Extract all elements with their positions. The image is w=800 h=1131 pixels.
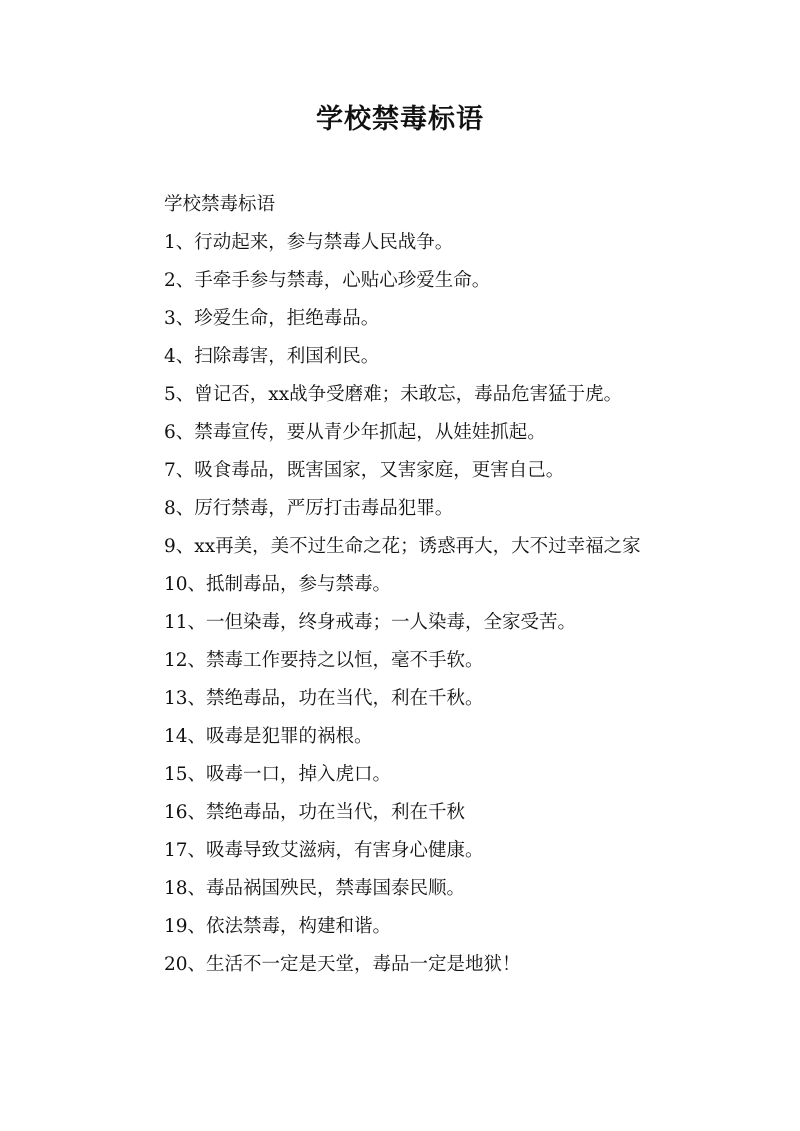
- slogan-item: 1、行动起来，参与禁毒人民战争。: [164, 232, 454, 253]
- slogan-item: 20、生活不一定是天堂，毒品一定是地狱！: [164, 954, 521, 975]
- slogan-item: 14、吸毒是犯罪的祸根。: [164, 726, 373, 747]
- slogan-item: 12、禁毒工作要持之以恒，毫不手软。: [164, 650, 484, 671]
- slogan-item: 15、吸毒一口，掉入虎口。: [164, 764, 392, 785]
- slogan-item: 16、禁绝毒品，功在当代，利在千秋: [164, 802, 466, 823]
- slogan-item: 13、禁绝毒品，功在当代，利在千秋。: [164, 688, 484, 709]
- slogan-item: 3、珍爱生命，拒绝毒品。: [164, 308, 380, 329]
- slogan-item: 4、扫除毒害，利国利民。: [164, 346, 380, 367]
- document-title: 学校禁毒标语: [316, 104, 484, 135]
- slogan-item: 11、一但染毒，终身戒毒；一人染毒，全家受苦。: [164, 612, 577, 633]
- slogan-item: 9、xx再美，美不过生命之花；诱惑再大，大不过幸福之家: [164, 536, 641, 557]
- slogan-item: 8、厉行禁毒，严厉打击毒品犯罪。: [164, 498, 454, 519]
- slogan-item: 17、吸毒导致艾滋病，有害身心健康。: [164, 840, 484, 861]
- slogan-item: 18、毒品祸国殃民，禁毒国泰民顺。: [164, 878, 466, 899]
- slogan-item: 7、吸食毒品，既害国家，又害家庭，更害自己。: [164, 460, 565, 481]
- slogan-item: 2、手牵手参与禁毒，心贴心珍爱生命。: [164, 270, 491, 291]
- slogan-item: 6、禁毒宣传，要从青少年抓起，从娃娃抓起。: [164, 422, 546, 443]
- slogan-item: 5、曾记否，xx战争受磨难；未敢忘，毒品危害猛于虎。: [164, 384, 623, 405]
- slogan-item: 19、依法禁毒，构建和谐。: [164, 916, 392, 937]
- slogan-item: 10、抵制毒品，参与禁毒。: [164, 574, 392, 595]
- intro-line: 学校禁毒标语: [164, 194, 276, 215]
- document-body: [120, 186, 700, 984]
